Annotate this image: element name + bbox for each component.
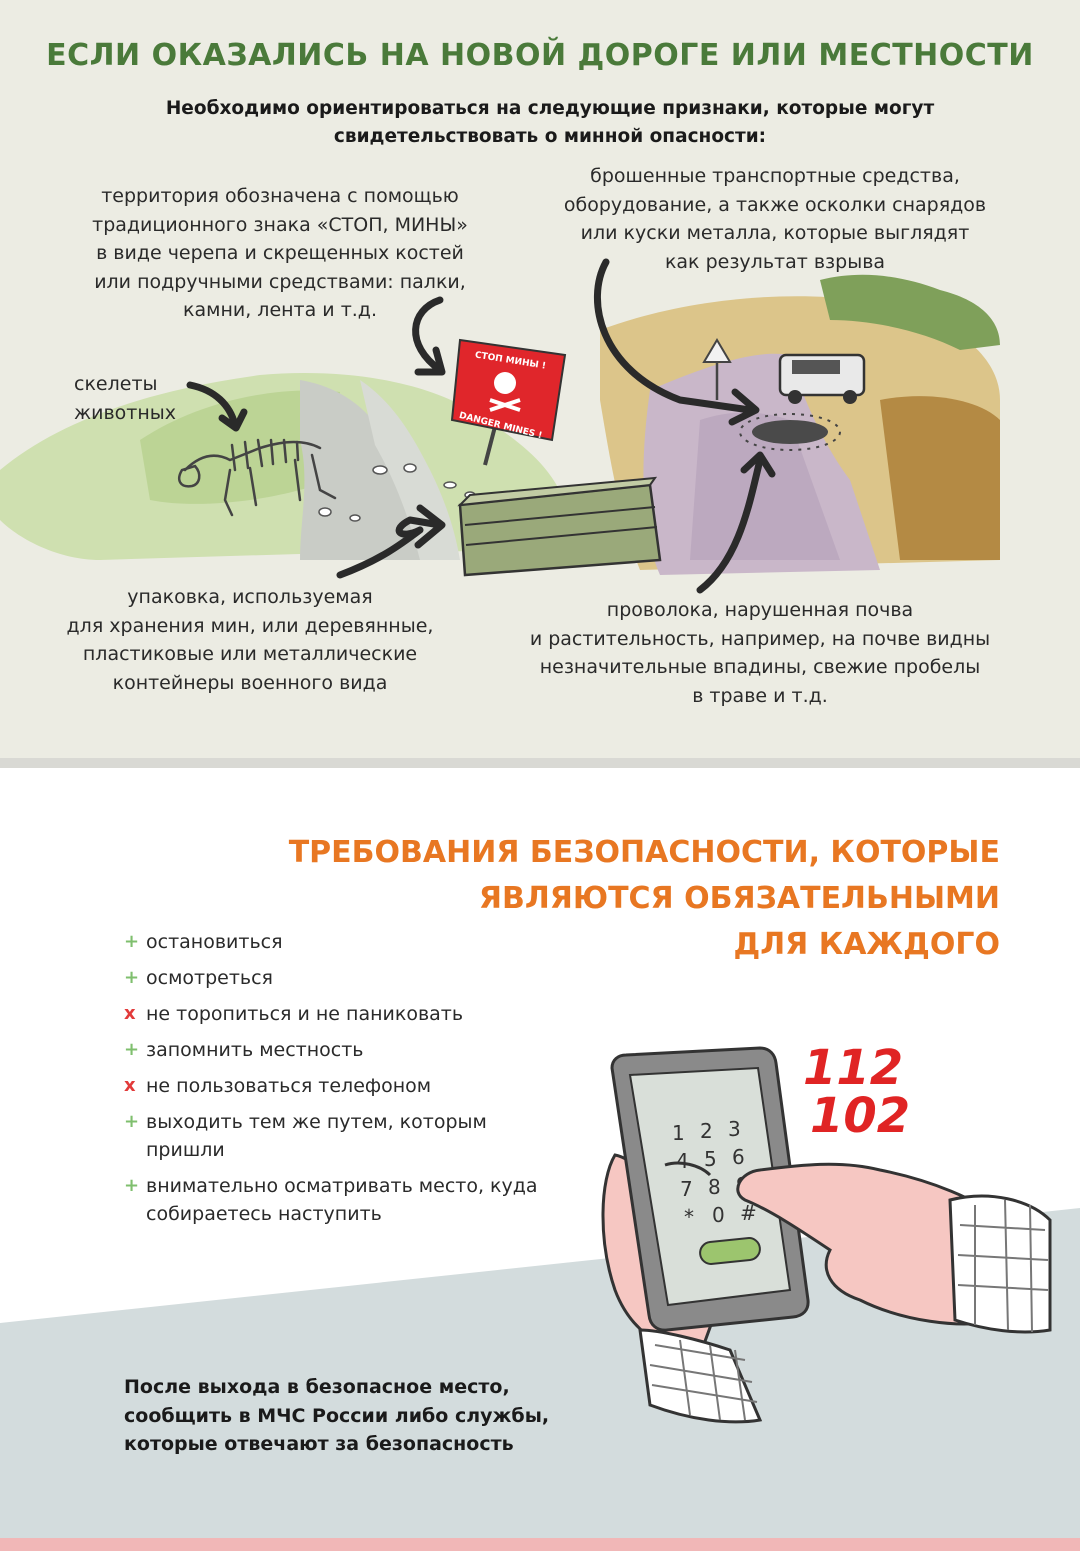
plus-icon: + xyxy=(124,967,140,988)
keypad-digit: 4 xyxy=(676,1149,689,1173)
emergency-number-102: 102 xyxy=(810,1088,911,1144)
keypad-digit: 1 xyxy=(672,1121,685,1145)
keypad-digit: 2 xyxy=(700,1119,713,1143)
keypad-digit: 0 xyxy=(712,1203,725,1227)
sign-bottom-text: DANGER MINES ! xyxy=(457,410,544,442)
final-instruction: После выхода в безопасное место, сообщить в МЧС России либо службы, которые отвечают за безопасность xyxy=(124,1376,550,1455)
safety-rule-text: осмотреться xyxy=(146,967,273,989)
keypad-digit: 5 xyxy=(704,1147,717,1171)
safety-rule-text: запомнить местность xyxy=(146,1039,364,1061)
keypad-digit: 7 xyxy=(680,1177,693,1201)
section-title-safety-requirements: ТРЕБОВАНИЯ БЕЗОПАСНОСТИ, КОТОРЫЕ ЯВЛЯЮТСЯ ОБЯЗАТЕЛЬНЫМИ ДЛЯ КАЖДОГО xyxy=(288,835,1000,962)
keypad-digit: * xyxy=(684,1205,694,1229)
safety-rule-text: не пользоваться телефоном xyxy=(146,1075,432,1097)
safety-rule-text: остановиться xyxy=(146,931,283,953)
plus-icon: + xyxy=(124,1175,140,1196)
keypad-digit: # xyxy=(740,1201,757,1225)
plus-icon: + xyxy=(124,1039,140,1060)
section-subtitle: Необходимо ориентироваться на следующие признаки, которые могут свидетельствовать о минной опасности: xyxy=(165,98,935,147)
emergency-number-112: 112 xyxy=(803,1040,904,1096)
safety-rule-text: выходить тем же путем, которым пришли xyxy=(146,1111,487,1161)
plus-icon: + xyxy=(124,1111,140,1132)
keypad-digit: 6 xyxy=(732,1145,745,1169)
sign-top-text: СТОП МИНЫ ! xyxy=(474,350,547,372)
keypad-digit: 3 xyxy=(728,1117,741,1141)
plus-icon: + xyxy=(124,931,140,952)
safety-rule-text: не торопиться и не паниковать xyxy=(146,1003,464,1025)
caption-mine-packaging: упаковка, используемая для хранения мин, или деревянные, пластиковые или металлические контейнеры военного вида xyxy=(66,586,434,694)
cross-icon: x xyxy=(124,1003,136,1024)
safety-rule-text: внимательно осматривать место, куда собираетесь наступить xyxy=(146,1175,538,1225)
cross-icon: x xyxy=(124,1075,136,1096)
caption-wire-disturbed-soil: проволока, нарушенная почва и растительность, например, на почве видны незначительные впадины, свежие пробелы в траве и т.д. xyxy=(529,599,991,707)
caption-abandoned-vehicles: брошенные транспортные средства, оборудование, а также осколки снарядов или куски металла, которые выглядят как результат взрыва xyxy=(563,165,987,273)
bottom-accent-bar xyxy=(0,1538,1080,1551)
keypad-digit: 8 xyxy=(708,1175,721,1199)
caption-animal-skeletons: скелеты животных xyxy=(74,373,177,424)
caption-stop-mines-sign: территория обозначена с помощью традиционного знака «СТОП, МИНЫ» в виде черепа и скрещенных костей или подручными средствами: палки, камни, лента и т.д. xyxy=(92,185,468,321)
section-title-mine-signs: ЕСЛИ ОКАЗАЛИСЬ НА НОВОЙ ДОРОГЕ ИЛИ МЕСТНОСТИ xyxy=(46,38,1034,73)
